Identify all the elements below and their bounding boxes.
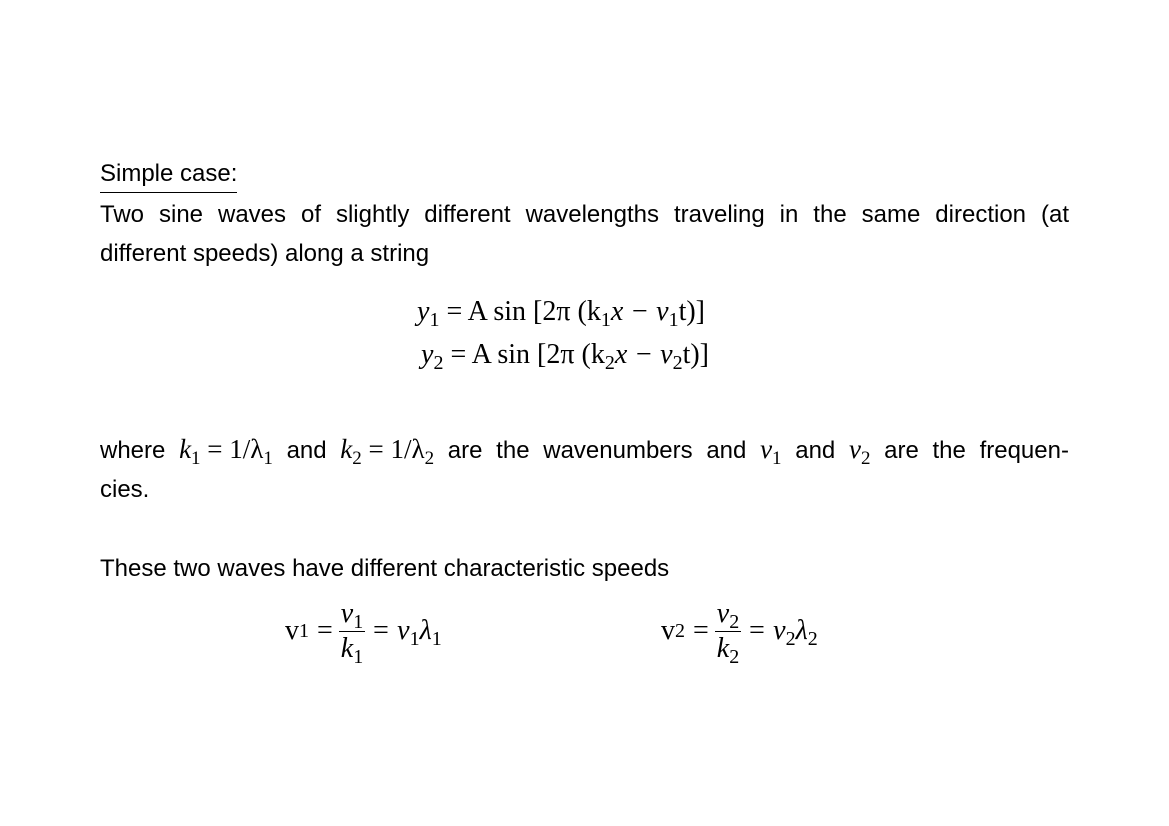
v1-equals: = [317,615,333,646]
section-heading: Simple case: [100,156,237,193]
v2-fraction [715,597,741,668]
equation-y2-k-sub: 2 [604,352,615,374]
v2-denominator [716,632,740,668]
k2-definition [340,430,434,469]
equation-y1-mid: x − ν [610,296,669,327]
nu1-sub: 1 [772,448,782,469]
speeds-sentence: These two waves have different characteristic speeds [100,555,670,582]
word-wavenumbers: wavenumbers [543,437,693,464]
k1-definition [179,430,273,469]
word-frequen: frequen- [979,437,1069,464]
v1-rhs-lambda: λ [419,615,432,646]
v2-num-sub: 2 [729,610,740,633]
lambda2-sub: 2 [424,448,435,469]
v1-fraction [339,597,365,668]
v1-rhs-sub2: 1 [431,628,442,650]
k1-eq: = 1/λ [200,434,264,464]
v2-rhs-sub1: 2 [785,628,796,650]
k2-sub: 2 [352,448,362,469]
equation-y1-k-sub: 1 [600,309,611,331]
intro-line-1: Two sine waves of slightly different wavelengths traveling in the same direction (at [100,201,1069,228]
equation-y1-end: t)] [678,296,706,327]
v2-den-sub: 2 [729,645,740,668]
definitions-line-2: cies. [100,476,150,503]
equation-y1 [417,292,705,332]
nu2-symbol [849,430,870,469]
equation-y2-mid: x − ν [614,339,673,370]
k2-symbol: k [340,434,353,464]
word-and-2: and [706,437,747,464]
definitions-paragraph [100,430,1069,509]
v1-den-sub: 1 [353,645,364,668]
v2-lhs: v [661,615,675,646]
v2-rhs [747,615,818,650]
intro-line-2: different speeds) along a string [100,240,430,267]
v2-rhs-nu: = ν [747,615,786,646]
k1-symbol: k [179,434,192,464]
equation-y1-nu-sub: 1 [668,309,679,331]
nu1-letter: ν [760,434,773,464]
v2-equals: = [693,615,709,646]
equation-y2-nu-sub: 2 [672,352,683,374]
word-where: where [100,437,166,464]
nu2-letter: ν [848,434,861,464]
equation-y2-rhs-pre: = A sin [2π (k [450,339,605,370]
equation-y2-lhs-sub: 2 [433,352,444,374]
k1-sub: 1 [191,448,201,469]
v1-rhs-nu: = ν [371,615,410,646]
v1-numerator [339,599,365,632]
equation-y1-rhs-pre: = A sin [2π (k [446,296,601,327]
word-and-3: and [795,437,836,464]
v1-rhs [371,615,442,650]
v2-numerator [715,599,741,632]
equation-y2-end: t)] [682,339,710,370]
v1-denominator [340,632,364,668]
word-the-1: the [496,437,530,464]
word-the-2: the [932,437,966,464]
nu2-sub: 2 [860,448,871,469]
v2-rhs-sub2: 2 [807,628,818,650]
equation-y2 [421,335,709,375]
equation-y1-lhs-sub: 1 [429,309,440,331]
word-and-1: and [286,437,327,464]
definitions-line-1 [100,430,1069,470]
intro-paragraph [100,195,1069,273]
equation-y2-lhs: y [421,339,434,370]
k2-eq: = 1/λ [361,434,425,464]
v1-num-sub: 1 [353,610,364,633]
v1-den-letter: k [340,632,354,664]
equation-y1-lhs: y [417,296,430,327]
speed-equation-v2: v 2 = $\frac{\nu_2}{k_2}$ = $\nu_2\lambda_2$ [661,597,818,668]
v1-rhs-sub1: 1 [409,628,420,650]
word-are-2: are [884,437,919,464]
v2-rhs-lambda: λ [795,615,808,646]
lambda1-sub: 1 [263,448,273,469]
v2-den-letter: k [716,632,730,664]
v1-lhs: v [285,615,299,646]
speed-equation-v1: v 1 = $\frac{\nu_1}{k_1}$ = $\nu_1\lambda_1$ [285,597,442,668]
nu1-symbol [760,430,781,469]
v1-num-letter: ν [340,597,354,629]
v2-num-letter: ν [716,597,730,629]
word-are-1: are [447,437,483,464]
